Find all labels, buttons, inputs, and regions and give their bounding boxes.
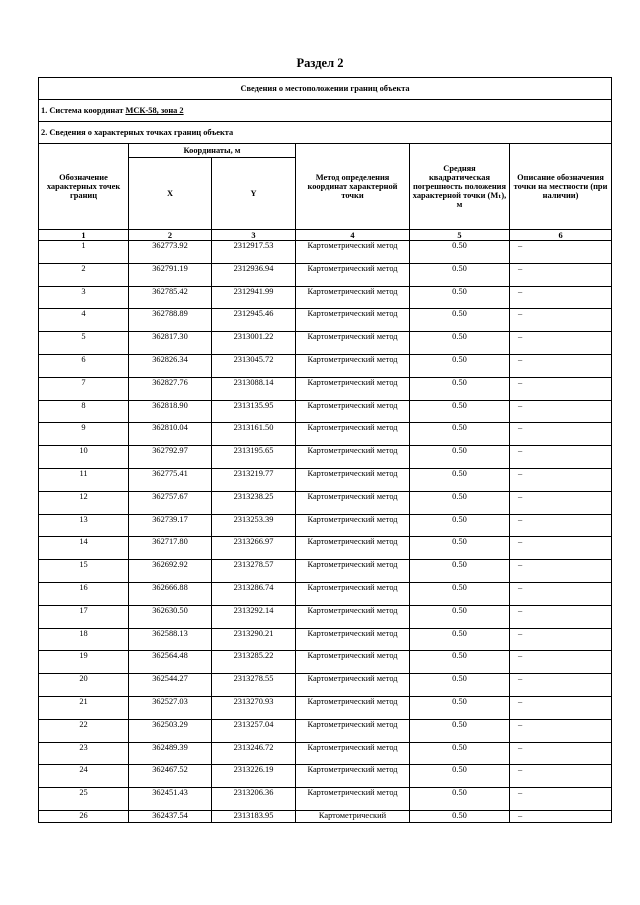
point-number-cell: 23 <box>39 742 129 765</box>
method-cell: Картометрический метод <box>296 719 410 742</box>
method-cell: Картометрический метод <box>296 605 410 628</box>
description-cell: – <box>510 446 612 469</box>
point-number-cell: 4 <box>39 309 129 332</box>
point-number-cell: 20 <box>39 674 129 697</box>
description-cell: – <box>510 400 612 423</box>
table-row <box>39 423 612 446</box>
table-row <box>39 696 612 719</box>
coord-x-cell: 362827.76 <box>129 377 212 400</box>
description-cell: – <box>510 423 612 446</box>
error-cell: 0.50 <box>410 491 510 514</box>
coord-x-cell: 362757.67 <box>129 491 212 514</box>
coord-x-cell: 362773.92 <box>129 241 212 264</box>
coord-y-cell: 2313183.95 <box>212 810 296 822</box>
coord-y-cell: 2313135.95 <box>212 400 296 423</box>
description-cell: – <box>510 514 612 537</box>
coord-x-cell: 362788.89 <box>129 309 212 332</box>
coord-y-cell: 2312945.46 <box>212 309 296 332</box>
error-cell: 0.50 <box>410 719 510 742</box>
table-row <box>39 332 612 355</box>
coord-y-cell: 2313226.19 <box>212 765 296 788</box>
column-number: 4 <box>296 230 410 241</box>
coord-y-cell: 2313253.39 <box>212 514 296 537</box>
point-number-cell: 19 <box>39 651 129 674</box>
table-row <box>39 263 612 286</box>
table-row <box>39 241 612 264</box>
table-row <box>39 810 612 822</box>
coord-y-cell: 2313238.25 <box>212 491 296 514</box>
table-row <box>39 400 612 423</box>
error-cell: 0.50 <box>410 628 510 651</box>
table-row <box>39 491 612 514</box>
column-number: 3 <box>212 230 296 241</box>
method-cell: Картометрический метод <box>296 582 410 605</box>
point-number-cell: 1 <box>39 241 129 264</box>
header-description: Описание обозначения точки на местности (при наличии) <box>510 144 612 230</box>
table-row <box>39 765 612 788</box>
description-cell: – <box>510 810 612 822</box>
method-cell: Картометрический метод <box>296 788 410 811</box>
coord-x-cell: 362810.04 <box>129 423 212 446</box>
description-cell: – <box>510 263 612 286</box>
column-number: 2 <box>129 230 212 241</box>
coord-y-cell: 2313266.97 <box>212 537 296 560</box>
error-cell: 0.50 <box>410 696 510 719</box>
point-number-cell: 16 <box>39 582 129 605</box>
column-number: 1 <box>39 230 129 241</box>
description-cell: – <box>510 605 612 628</box>
coord-y-cell: 2313257.04 <box>212 719 296 742</box>
method-cell: Картометрический метод <box>296 742 410 765</box>
point-number-cell: 13 <box>39 514 129 537</box>
point-number-cell: 22 <box>39 719 129 742</box>
point-number-cell: 25 <box>39 788 129 811</box>
table-row <box>39 742 612 765</box>
header-error: Средняя квадратическая погрешность положения характерной точки (Mₜ), м <box>410 144 510 230</box>
coord-x-cell: 362588.13 <box>129 628 212 651</box>
coord-x-cell: 362503.29 <box>129 719 212 742</box>
description-cell: – <box>510 628 612 651</box>
coord-x-cell: 362792.97 <box>129 446 212 469</box>
method-cell: Картометрический метод <box>296 332 410 355</box>
coord-x-cell: 362826.34 <box>129 354 212 377</box>
table-row <box>39 377 612 400</box>
coord-y-cell: 2312936.94 <box>212 263 296 286</box>
error-cell: 0.50 <box>410 582 510 605</box>
coord-x-cell: 362818.90 <box>129 400 212 423</box>
method-cell: Картометрический <box>296 810 410 822</box>
table-row <box>39 788 612 811</box>
coord-x-cell: 362437.54 <box>129 810 212 822</box>
coord-y-cell: 2313292.14 <box>212 605 296 628</box>
point-number-cell: 10 <box>39 446 129 469</box>
table-row <box>39 514 612 537</box>
method-cell: Картометрический метод <box>296 354 410 377</box>
error-cell: 0.50 <box>410 560 510 583</box>
method-cell: Картометрический метод <box>296 628 410 651</box>
error-cell: 0.50 <box>410 263 510 286</box>
method-cell: Картометрический метод <box>296 377 410 400</box>
coord-x-cell: 362692.92 <box>129 560 212 583</box>
error-cell: 0.50 <box>410 674 510 697</box>
coord-system-line <box>39 100 612 122</box>
point-number-cell: 12 <box>39 491 129 514</box>
error-cell: 0.50 <box>410 309 510 332</box>
table-row <box>39 286 612 309</box>
error-cell: 0.50 <box>410 605 510 628</box>
method-cell: Картометрический метод <box>296 423 410 446</box>
method-cell: Картометрический метод <box>296 468 410 491</box>
method-cell: Картометрический метод <box>296 263 410 286</box>
table-row <box>39 537 612 560</box>
error-cell: 0.50 <box>410 810 510 822</box>
method-cell: Картометрический метод <box>296 651 410 674</box>
coord-y-cell: 2313045.72 <box>212 354 296 377</box>
method-cell: Картометрический метод <box>296 309 410 332</box>
coord-y-cell: 2313001.22 <box>212 332 296 355</box>
error-cell: 0.50 <box>410 400 510 423</box>
coord-y-cell: 2313088.14 <box>212 377 296 400</box>
header-y: Y <box>212 158 296 230</box>
method-cell: Картометрический метод <box>296 514 410 537</box>
coord-x-cell: 362775.41 <box>129 468 212 491</box>
header-point-label: Обозначение характерных точек границ <box>39 144 129 230</box>
coord-x-cell: 362489.39 <box>129 742 212 765</box>
description-cell: – <box>510 377 612 400</box>
method-cell: Картометрический метод <box>296 696 410 719</box>
point-number-cell: 8 <box>39 400 129 423</box>
coord-y-cell: 2313278.57 <box>212 560 296 583</box>
description-cell: – <box>510 719 612 742</box>
table-title: Сведения о местоположении границ объекта <box>39 78 612 100</box>
table-row <box>39 354 612 377</box>
error-cell: 0.50 <box>410 514 510 537</box>
method-cell: Картометрический метод <box>296 400 410 423</box>
coord-y-cell: 2312941.99 <box>212 286 296 309</box>
coord-y-cell: 2313195.65 <box>212 446 296 469</box>
point-number-cell: 9 <box>39 423 129 446</box>
coord-x-cell: 362791.19 <box>129 263 212 286</box>
coord-y-cell: 2313286.74 <box>212 582 296 605</box>
table-row <box>39 674 612 697</box>
error-cell: 0.50 <box>410 742 510 765</box>
description-cell: – <box>510 696 612 719</box>
point-number-cell: 6 <box>39 354 129 377</box>
error-cell: 0.50 <box>410 332 510 355</box>
coord-x-cell: 362666.88 <box>129 582 212 605</box>
description-cell: – <box>510 309 612 332</box>
description-cell: – <box>510 560 612 583</box>
error-cell: 0.50 <box>410 423 510 446</box>
method-cell: Картометрический метод <box>296 560 410 583</box>
table-row <box>39 309 612 332</box>
point-number-cell: 21 <box>39 696 129 719</box>
description-cell: – <box>510 788 612 811</box>
coord-y-cell: 2313219.77 <box>212 468 296 491</box>
point-number-cell: 5 <box>39 332 129 355</box>
description-cell: – <box>510 582 612 605</box>
table-body <box>39 78 612 823</box>
coord-x-cell: 362467.52 <box>129 765 212 788</box>
point-number-cell: 7 <box>39 377 129 400</box>
table-row <box>39 605 612 628</box>
description-cell: – <box>510 674 612 697</box>
error-cell: 0.50 <box>410 765 510 788</box>
point-number-cell: 15 <box>39 560 129 583</box>
coord-system-value: МСК-58, зона 2 <box>125 106 184 115</box>
coord-x-cell: 362817.30 <box>129 332 212 355</box>
description-cell: – <box>510 651 612 674</box>
method-cell: Картометрический метод <box>296 491 410 514</box>
description-cell: – <box>510 468 612 491</box>
header-x: X <box>129 158 212 230</box>
column-number-row <box>39 230 612 241</box>
coord-y-cell: 2313246.72 <box>212 742 296 765</box>
table-row <box>39 651 612 674</box>
coord-y-cell: 2313161.50 <box>212 423 296 446</box>
table-row <box>39 719 612 742</box>
table-row <box>39 446 612 469</box>
coord-x-cell: 362544.27 <box>129 674 212 697</box>
error-cell: 0.50 <box>410 788 510 811</box>
column-number: 6 <box>510 230 612 241</box>
coord-x-cell: 362527.03 <box>129 696 212 719</box>
point-number-cell: 2 <box>39 263 129 286</box>
method-cell: Картометрический метод <box>296 241 410 264</box>
points-section-title: 2. Сведения о характерных точках границ объекта <box>39 122 612 144</box>
method-cell: Картометрический метод <box>296 674 410 697</box>
coord-x-cell: 362630.50 <box>129 605 212 628</box>
point-number-cell: 17 <box>39 605 129 628</box>
error-cell: 0.50 <box>410 377 510 400</box>
table-row <box>39 628 612 651</box>
coord-y-cell: 2313278.55 <box>212 674 296 697</box>
boundary-points-table <box>38 77 612 823</box>
table-row <box>39 582 612 605</box>
coord-x-cell: 362451.43 <box>129 788 212 811</box>
description-cell: – <box>510 742 612 765</box>
coord-x-cell: 362717.80 <box>129 537 212 560</box>
error-cell: 0.50 <box>410 286 510 309</box>
method-cell: Картометрический метод <box>296 446 410 469</box>
header-coords: Координаты, м <box>129 144 296 158</box>
method-cell: Картометрический метод <box>296 765 410 788</box>
method-cell: Картометрический метод <box>296 537 410 560</box>
table-row <box>39 468 612 491</box>
description-cell: – <box>510 241 612 264</box>
coord-y-cell: 2313285.22 <box>212 651 296 674</box>
point-number-cell: 14 <box>39 537 129 560</box>
error-cell: 0.50 <box>410 468 510 491</box>
coord-x-cell: 362785.42 <box>129 286 212 309</box>
point-number-cell: 3 <box>39 286 129 309</box>
coord-y-cell: 2313206.36 <box>212 788 296 811</box>
description-cell: – <box>510 286 612 309</box>
error-cell: 0.50 <box>410 446 510 469</box>
coord-x-cell: 362564.48 <box>129 651 212 674</box>
coord-system-prefix: 1. Система координат <box>41 106 126 115</box>
coord-y-cell: 2312917.53 <box>212 241 296 264</box>
method-cell: Картометрический метод <box>296 286 410 309</box>
section-title: Раздел 2 <box>296 56 344 70</box>
error-cell: 0.50 <box>410 651 510 674</box>
point-number-cell: 11 <box>39 468 129 491</box>
description-cell: – <box>510 332 612 355</box>
coord-x-cell: 362739.17 <box>129 514 212 537</box>
point-number-cell: 18 <box>39 628 129 651</box>
description-cell: – <box>510 765 612 788</box>
table-row <box>39 560 612 583</box>
point-number-cell: 26 <box>39 810 129 822</box>
error-cell: 0.50 <box>410 241 510 264</box>
header-method: Метод определения координат характерной точки <box>296 144 410 230</box>
column-number: 5 <box>410 230 510 241</box>
coord-y-cell: 2313290.21 <box>212 628 296 651</box>
description-cell: – <box>510 354 612 377</box>
point-number-cell: 24 <box>39 765 129 788</box>
description-cell: – <box>510 491 612 514</box>
description-cell: – <box>510 537 612 560</box>
coord-y-cell: 2313270.93 <box>212 696 296 719</box>
error-cell: 0.50 <box>410 354 510 377</box>
error-cell: 0.50 <box>410 537 510 560</box>
